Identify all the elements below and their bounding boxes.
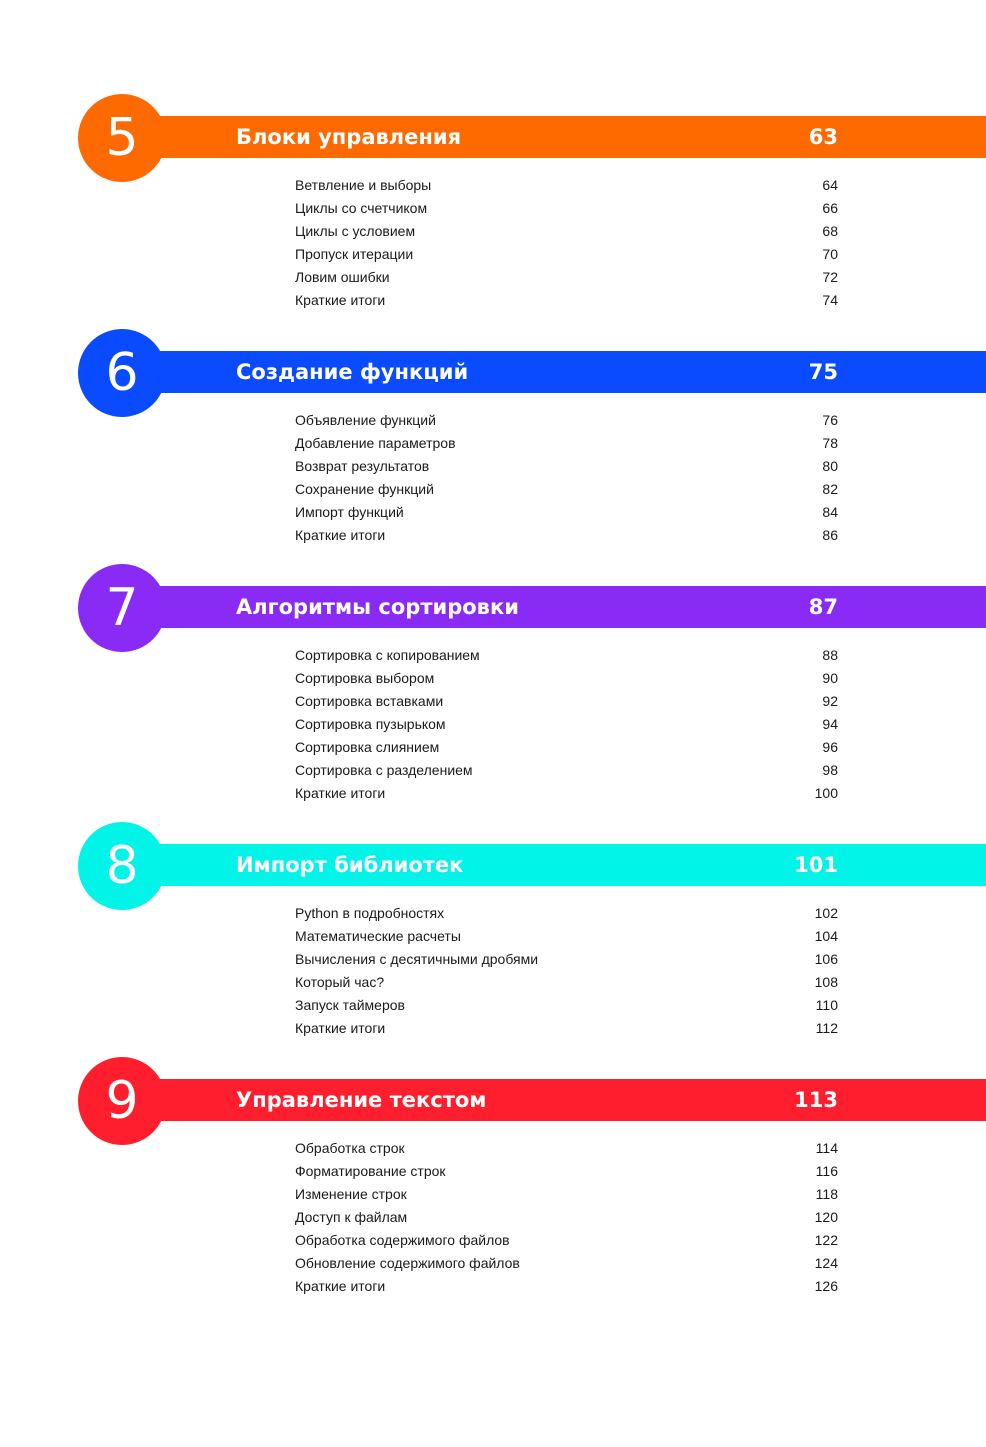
- section-page-number: 96: [822, 739, 838, 755]
- section-page-number: 68: [822, 223, 838, 239]
- section-page-number: 100: [814, 785, 838, 801]
- list-item[interactable]: [295, 1137, 838, 1160]
- list-item[interactable]: [295, 971, 838, 994]
- list-item[interactable]: [295, 1275, 838, 1298]
- chapter-title[interactable]: Импорт библиотек: [236, 853, 464, 877]
- chapter-number-badge: 7: [78, 564, 166, 652]
- chapter-number-badge: 6: [78, 329, 166, 417]
- section-page-number: 78: [822, 435, 838, 451]
- section-title: Изменение строк: [295, 1186, 407, 1202]
- section-title: Доступ к файлам: [295, 1209, 408, 1225]
- section-page-number: 102: [814, 905, 838, 921]
- section-title: Математические расчеты: [295, 928, 461, 944]
- section-page-number: 98: [822, 762, 838, 778]
- section-title: Сортировка пузырьком: [295, 716, 446, 732]
- section-page-number: 120: [814, 1209, 838, 1225]
- section-title: Обновление содержимого файлов: [295, 1255, 520, 1271]
- chapter-title[interactable]: Создание функций: [236, 360, 469, 384]
- section-title: Возврат результатов: [295, 458, 430, 474]
- section-page-number: 82: [822, 481, 838, 497]
- list-item[interactable]: [295, 948, 838, 971]
- section-page-number: 70: [822, 246, 838, 262]
- section-title: Сортировка с разделением: [295, 762, 473, 778]
- list-item[interactable]: [295, 478, 838, 501]
- section-page-number: 106: [814, 951, 838, 967]
- section-page-number: 76: [822, 412, 838, 428]
- list-item[interactable]: [295, 197, 838, 220]
- list-item[interactable]: [295, 524, 838, 547]
- section-page-number: 86: [822, 527, 838, 543]
- list-item[interactable]: [295, 1160, 838, 1183]
- chapter-number-badge: 9: [78, 1057, 166, 1145]
- list-item[interactable]: [295, 925, 838, 948]
- list-item[interactable]: [295, 902, 838, 925]
- section-page-number: 108: [814, 974, 838, 990]
- section-title: Краткие итоги: [295, 1278, 386, 1294]
- chapter-title[interactable]: Алгоритмы сортировки: [236, 595, 519, 619]
- list-item[interactable]: [295, 667, 838, 690]
- chapter-page-number: 63: [808, 125, 838, 149]
- section-title: Циклы с условием: [295, 223, 416, 239]
- section-title: Краткие итоги: [295, 527, 386, 543]
- section-page-number: 88: [822, 647, 838, 663]
- section-title: Форматирование строк: [295, 1163, 446, 1179]
- section-title: Пропуск итерации: [295, 246, 414, 262]
- chapter-number-badge: 8: [78, 822, 166, 910]
- section-page-number: 116: [815, 1163, 838, 1179]
- section-page-number: 90: [822, 670, 838, 686]
- section-list: [295, 644, 838, 805]
- section-title: Краткие итоги: [295, 292, 386, 308]
- section-title: Объявление функций: [295, 412, 436, 428]
- section-list: [295, 174, 838, 312]
- list-item[interactable]: [295, 409, 838, 432]
- section-page-number: 118: [815, 1186, 838, 1202]
- chapter-page-number: 113: [794, 1088, 838, 1112]
- section-title: Ловим ошибки: [295, 269, 390, 285]
- section-title: Сортировка вставками: [295, 693, 444, 709]
- list-item[interactable]: [295, 759, 838, 782]
- section-page-number: 64: [822, 177, 838, 193]
- section-title: Сохранение функций: [295, 481, 434, 497]
- section-page-number: 74: [822, 292, 838, 308]
- list-item[interactable]: [295, 455, 838, 478]
- section-title: Циклы со счетчиком: [295, 200, 428, 216]
- section-page-number: 110: [815, 997, 838, 1013]
- section-title: Сортировка с копированием: [295, 647, 480, 663]
- section-title: Python в подробностях: [295, 905, 445, 921]
- section-page-number: 66: [822, 200, 838, 216]
- list-item[interactable]: [295, 1017, 838, 1040]
- section-title: Краткие итоги: [295, 785, 386, 801]
- section-title: Ветвление и выборы: [295, 177, 432, 193]
- section-title: Обработка содержимого файлов: [295, 1232, 510, 1248]
- list-item[interactable]: [295, 1206, 838, 1229]
- section-page-number: 124: [814, 1255, 838, 1271]
- section-list: [295, 1137, 838, 1298]
- section-title: Запуск таймеров: [295, 997, 405, 1013]
- list-item[interactable]: [295, 266, 838, 289]
- section-page-number: 94: [822, 716, 838, 732]
- section-title: Краткие итоги: [295, 1020, 386, 1036]
- chapter-page-number: 101: [794, 853, 838, 877]
- section-page-number: 126: [814, 1278, 838, 1294]
- section-title: Вычисления с десятичными дробями: [295, 951, 539, 967]
- list-item[interactable]: [295, 501, 838, 524]
- section-title: Обработка строк: [295, 1140, 405, 1156]
- list-item[interactable]: [295, 432, 838, 455]
- section-page-number: 122: [814, 1232, 838, 1248]
- section-title: Добавление параметров: [295, 435, 456, 451]
- section-page-number: 84: [822, 504, 838, 520]
- list-item[interactable]: [295, 220, 838, 243]
- section-list: [295, 409, 838, 547]
- section-page-number: 92: [822, 693, 838, 709]
- list-item[interactable]: [295, 713, 838, 736]
- list-item[interactable]: [295, 994, 838, 1017]
- chapter-title[interactable]: Блоки управления: [236, 125, 462, 149]
- chapter-page-number: 75: [808, 360, 838, 384]
- section-title: Сортировка слиянием: [295, 739, 440, 755]
- section-page-number: 112: [815, 1020, 838, 1036]
- section-title: Импорт функций: [295, 504, 404, 520]
- chapter-title[interactable]: Управление текстом: [236, 1088, 487, 1112]
- section-title: Сортировка выбором: [295, 670, 435, 686]
- list-item[interactable]: [295, 1183, 838, 1206]
- list-item[interactable]: [295, 1252, 838, 1275]
- list-item[interactable]: [295, 174, 838, 197]
- list-item[interactable]: [295, 243, 838, 266]
- list-item[interactable]: [295, 690, 838, 713]
- list-item[interactable]: [295, 289, 838, 312]
- list-item[interactable]: [295, 782, 838, 805]
- section-page-number: 72: [822, 269, 838, 285]
- section-page-number: 80: [822, 458, 838, 474]
- list-item[interactable]: [295, 1229, 838, 1252]
- chapter-number-badge: 5: [78, 94, 166, 182]
- chapter-page-number: 87: [808, 595, 838, 619]
- list-item[interactable]: [295, 736, 838, 759]
- section-title: Который час?: [295, 974, 385, 990]
- section-list: [295, 902, 838, 1040]
- section-page-number: 104: [814, 928, 838, 944]
- section-page-number: 114: [815, 1140, 838, 1156]
- list-item[interactable]: [295, 644, 838, 667]
